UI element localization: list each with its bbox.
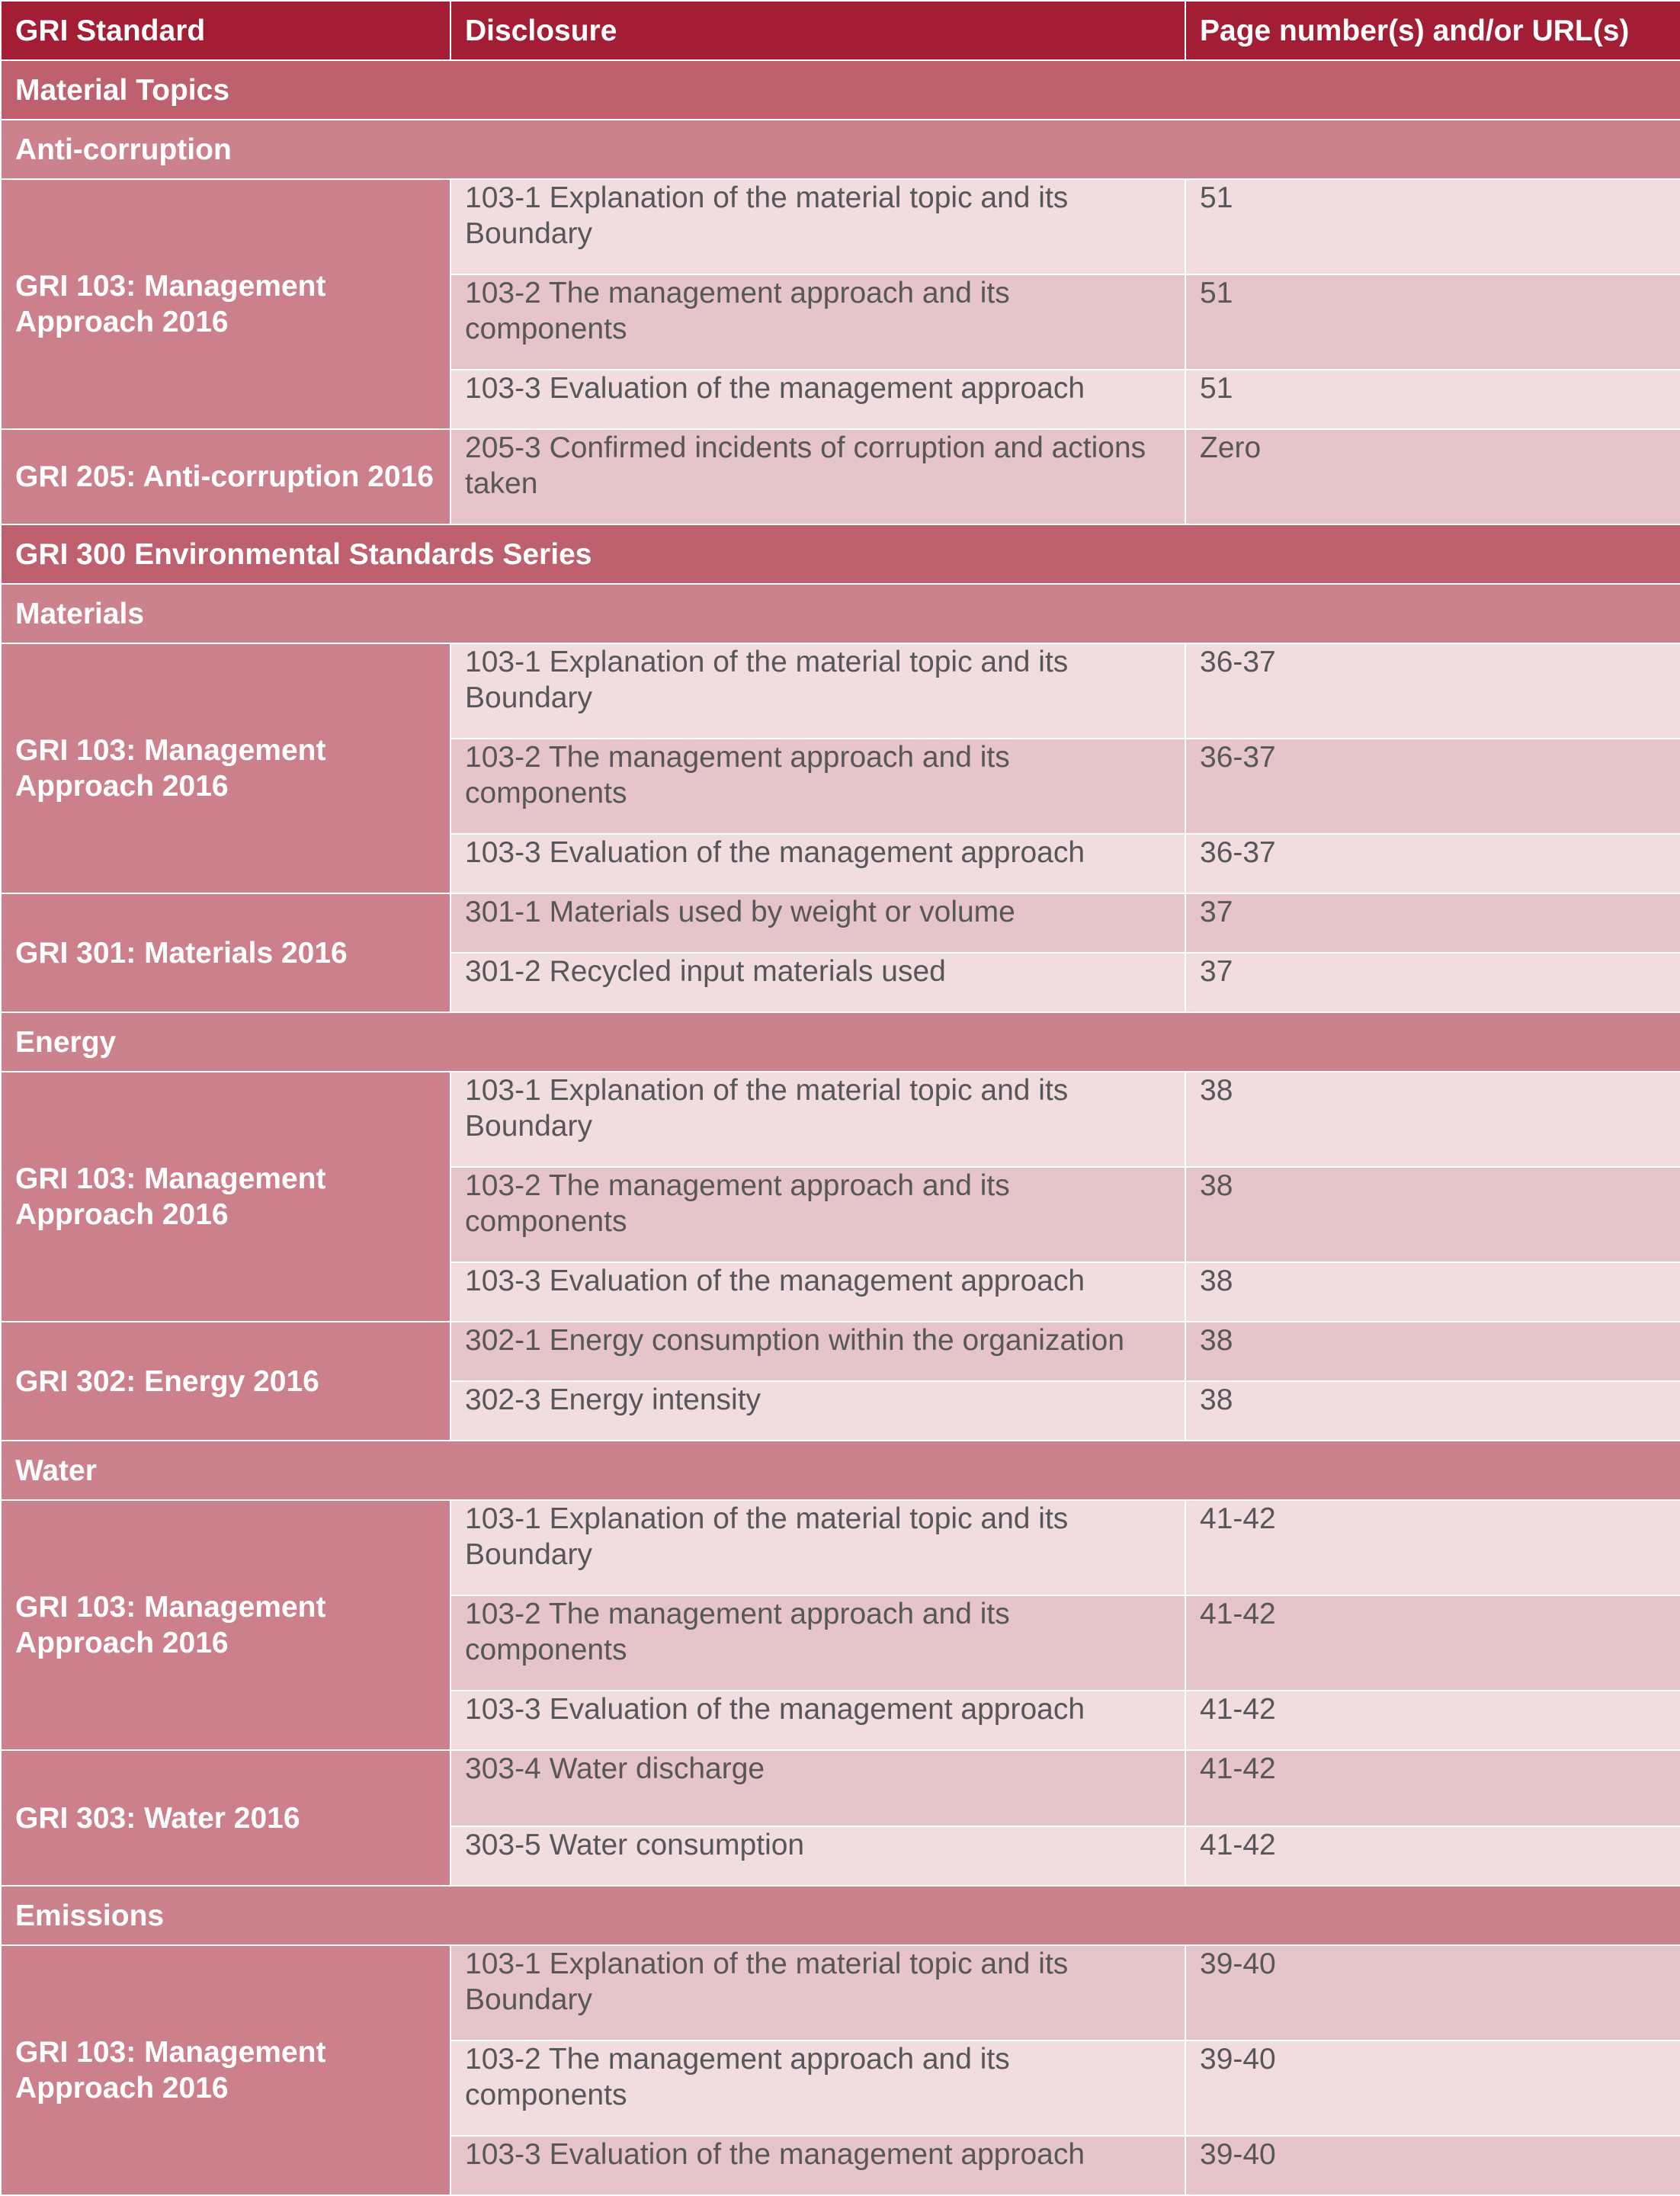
- topic-heading: Materials: [1, 584, 1680, 643]
- disclosure-cell: 103-1 Explanation of the material topic and its Boundary: [450, 1072, 1185, 1167]
- disclosure-cell: 103-2 The management approach and its components: [450, 1167, 1185, 1262]
- section-row-environmental-series: [1, 524, 1680, 584]
- page-number-cell: 37: [1185, 953, 1680, 1012]
- section-heading: GRI 300 Environmental Standards Series: [1, 524, 1680, 584]
- table-row: [1, 1072, 1680, 1167]
- topic-row-water: [1, 1441, 1680, 1500]
- topic-row-energy: [1, 1012, 1680, 1072]
- page-number-cell: 41-42: [1185, 1750, 1680, 1826]
- disclosure-cell: 103-3 Evaluation of the management approach: [450, 834, 1185, 893]
- disclosure-cell: 103-2 The management approach and its components: [450, 274, 1185, 370]
- table-row: [1, 179, 1680, 274]
- page-number-cell: 51: [1185, 274, 1680, 370]
- disclosure-cell: 205-3 Confirmed incidents of corruption and actions taken: [450, 429, 1185, 524]
- standard-cell: GRI 103: Management Approach 2016: [1, 1072, 450, 1322]
- table-header: [1, 1, 1680, 60]
- disclosure-cell: 302-3 Energy intensity: [450, 1381, 1185, 1441]
- disclosure-cell: 301-1 Materials used by weight or volume: [450, 893, 1185, 953]
- page-number-cell: 36-37: [1185, 739, 1680, 834]
- disclosure-cell: 301-2 Recycled input materials used: [450, 953, 1185, 1012]
- page-number-cell: 36-37: [1185, 643, 1680, 739]
- disclosure-cell: 303-5 Water consumption: [450, 1826, 1185, 1886]
- header-row: [1, 1, 1680, 60]
- disclosure-cell: 103-2 The management approach and its components: [450, 1595, 1185, 1691]
- table-row: [1, 1945, 1680, 2041]
- page-number-cell: 41-42: [1185, 1691, 1680, 1750]
- standard-cell: GRI 103: Management Approach 2016: [1, 1500, 450, 1750]
- table-row: [1, 893, 1680, 953]
- page-number-cell: 37: [1185, 893, 1680, 953]
- disclosure-cell: 103-3 Evaluation of the management approach: [450, 2136, 1185, 2195]
- disclosure-cell: 103-2 The management approach and its components: [450, 2041, 1185, 2136]
- disclosure-cell: 103-1 Explanation of the material topic and its Boundary: [450, 1945, 1185, 2041]
- standard-cell: GRI 103: Management Approach 2016: [1, 179, 450, 429]
- topic-heading: Emissions: [1, 1886, 1680, 1945]
- disclosure-cell: 103-1 Explanation of the material topic and its Boundary: [450, 643, 1185, 739]
- page-number-cell: 51: [1185, 370, 1680, 429]
- topic-heading: Water: [1, 1441, 1680, 1500]
- page-number-cell: 41-42: [1185, 1826, 1680, 1886]
- page-number-cell: 38: [1185, 1262, 1680, 1322]
- page-number-cell: 38: [1185, 1167, 1680, 1262]
- disclosure-cell: 302-1 Energy consumption within the organization: [450, 1322, 1185, 1381]
- section-row-material-topics: [1, 60, 1680, 120]
- table-body: [1, 60, 1680, 2195]
- page-number-cell: 41-42: [1185, 1500, 1680, 1595]
- topic-row-materials: [1, 584, 1680, 643]
- disclosure-cell: 103-2 The management approach and its components: [450, 739, 1185, 834]
- column-header-gri-standard: GRI Standard: [1, 1, 450, 60]
- disclosure-cell: 103-1 Explanation of the material topic and its Boundary: [450, 179, 1185, 274]
- page-number-cell: 41-42: [1185, 1595, 1680, 1691]
- disclosure-cell: 103-3 Evaluation of the management approach: [450, 370, 1185, 429]
- disclosure-cell: 103-3 Evaluation of the management approach: [450, 1691, 1185, 1750]
- page-number-cell: 39-40: [1185, 2041, 1680, 2136]
- page-number-cell: 38: [1185, 1381, 1680, 1441]
- page-number-cell: Zero: [1185, 429, 1680, 524]
- page-number-cell: 38: [1185, 1322, 1680, 1381]
- topic-heading: Energy: [1, 1012, 1680, 1072]
- topic-row-emissions: [1, 1886, 1680, 1945]
- disclosure-cell: 303-4 Water discharge: [450, 1750, 1185, 1826]
- standard-cell: GRI 103: Management Approach 2016: [1, 1945, 450, 2195]
- standard-cell: GRI 302: Energy 2016: [1, 1322, 450, 1441]
- standard-cell: GRI 301: Materials 2016: [1, 893, 450, 1012]
- standard-cell: GRI 103: Management Approach 2016: [1, 643, 450, 893]
- table-row: [1, 643, 1680, 739]
- column-header-disclosure: Disclosure: [450, 1, 1185, 60]
- disclosure-cell: 103-3 Evaluation of the management approach: [450, 1262, 1185, 1322]
- standard-cell: GRI 303: Water 2016: [1, 1750, 450, 1886]
- table-row: [1, 1322, 1680, 1381]
- topic-heading: Anti-corruption: [1, 120, 1680, 179]
- table-row: [1, 1500, 1680, 1595]
- column-header-page-numbers: Page number(s) and/or URL(s): [1185, 1, 1680, 60]
- topic-row-anti-corruption: [1, 120, 1680, 179]
- section-heading: Material Topics: [1, 60, 1680, 120]
- page-number-cell: 39-40: [1185, 2136, 1680, 2195]
- page-number-cell: 36-37: [1185, 834, 1680, 893]
- table-row: [1, 429, 1680, 524]
- table-row: [1, 1750, 1680, 1826]
- page-number-cell: 51: [1185, 179, 1680, 274]
- page-number-cell: 39-40: [1185, 1945, 1680, 2041]
- disclosure-cell: 103-1 Explanation of the material topic and its Boundary: [450, 1500, 1185, 1595]
- page-number-cell: 38: [1185, 1072, 1680, 1167]
- standard-cell: GRI 205: Anti-corruption 2016: [1, 429, 450, 524]
